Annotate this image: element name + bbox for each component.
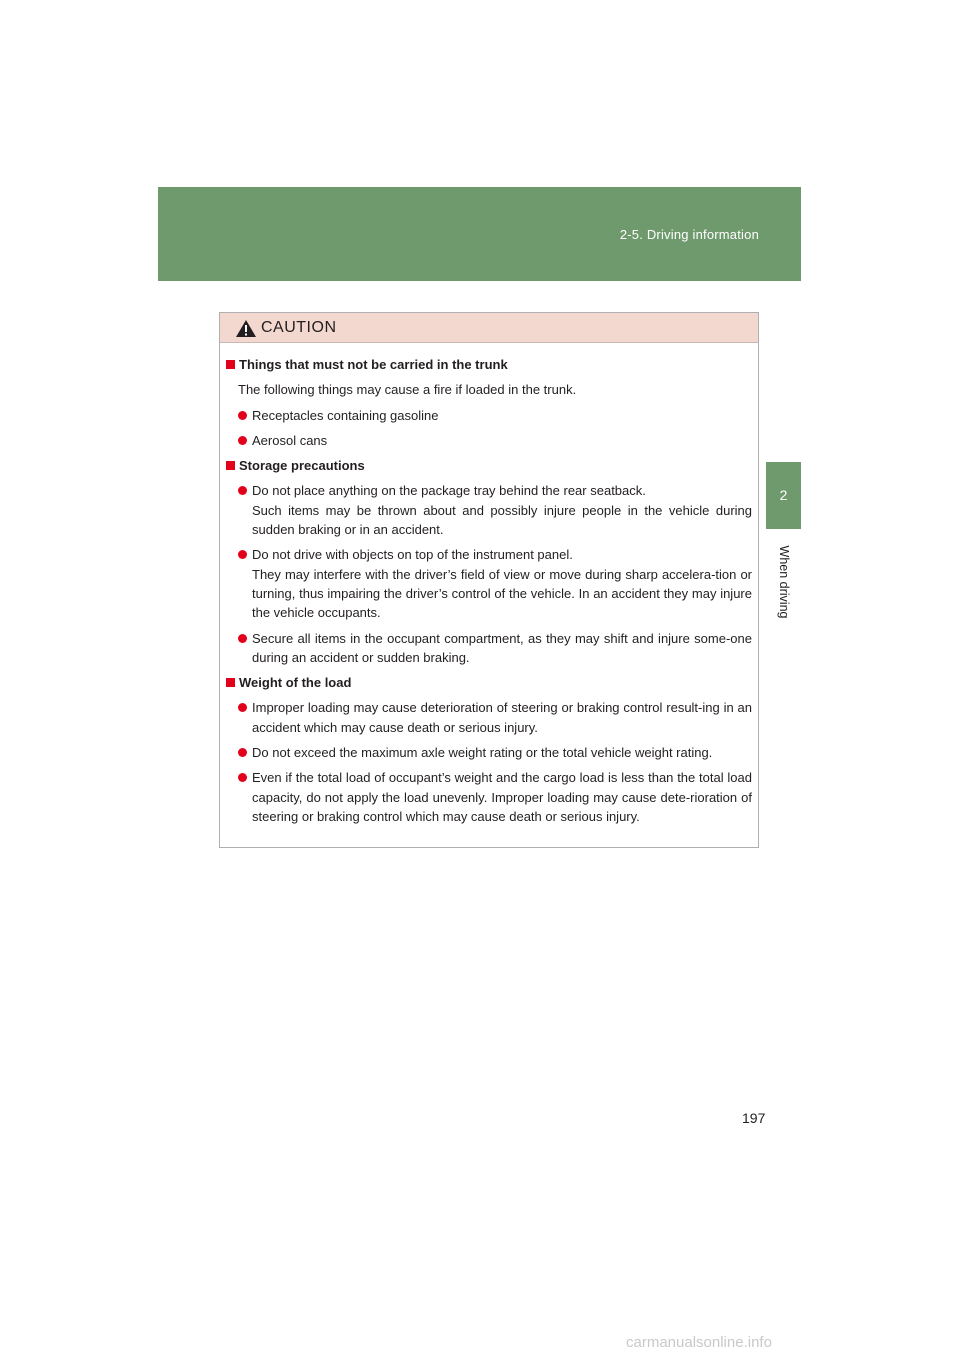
- square-bullet-icon: [226, 461, 235, 470]
- section-storage: [226, 456, 752, 667]
- chapter-side-label: When driving: [777, 545, 791, 619]
- caution-header: [220, 313, 758, 343]
- section-heading: Things that must not be carried in the trunk: [239, 357, 508, 372]
- round-bullet-icon: [238, 550, 247, 559]
- caution-body: [220, 343, 758, 826]
- section-load-weight: [226, 673, 752, 826]
- watermark: carmanualsonline.info: [626, 1334, 772, 1351]
- section-intro: The following things may cause a fire if loaded in the trunk.: [238, 382, 577, 398]
- caution-box: [219, 312, 759, 848]
- list-item: Aerosol cans: [226, 431, 752, 450]
- list-item: Do not exceed the maximum axle weight rating or the total vehicle weight rating.: [226, 743, 752, 762]
- section-title: 2-5. Driving information: [619, 227, 759, 242]
- list-item: Even if the total load of occupant’s weight and the cargo load is less than the total load capacity, do not apply the load unevenly. Improper loading may cause dete-rioration of steering or braking control which may cause death or serious injury.: [226, 768, 752, 826]
- list-item: Do not drive with objects on top of the instrument panel. They may interfere with the driver’s field of view or move during sharp accelera-tion or turning, thus impairing the driver’s control of the vehicle. In an accident they may injure the vehicle occupants.: [226, 545, 752, 622]
- section-heading: Weight of the load: [239, 675, 352, 691]
- list-item: Receptacles containing gasoline: [226, 406, 752, 425]
- square-bullet-icon: [226, 678, 235, 687]
- section-heading: Storage precautions: [239, 458, 365, 474]
- square-bullet-icon: [226, 360, 235, 369]
- page-number: 197: [742, 1110, 766, 1126]
- list-item: Improper loading may cause deterioration of steering or braking control result-ing in an accident which may cause death or serious injury.: [226, 698, 752, 737]
- caution-title: CAUTION: [261, 319, 337, 336]
- round-bullet-icon: [238, 634, 247, 643]
- list-item: Secure all items in the occupant compartment, as they may shift and injure some-one during an accident or sudden braking.: [226, 629, 752, 668]
- round-bullet-icon: [238, 748, 247, 757]
- round-bullet-icon: [238, 773, 247, 782]
- chapter-header-band: [158, 187, 801, 281]
- round-bullet-icon: [238, 436, 247, 445]
- chapter-number-tab: 2: [766, 462, 801, 529]
- warning-triangle-icon: [235, 319, 257, 338]
- round-bullet-icon: [238, 411, 247, 420]
- round-bullet-icon: [238, 703, 247, 712]
- round-bullet-icon: [238, 486, 247, 495]
- list-item: Do not place anything on the package tray behind the rear seatback. Such items may be thrown about and possibly injure people in the vehicle during sudden braking or in an accident.: [226, 481, 752, 539]
- section-trunk: [226, 355, 752, 450]
